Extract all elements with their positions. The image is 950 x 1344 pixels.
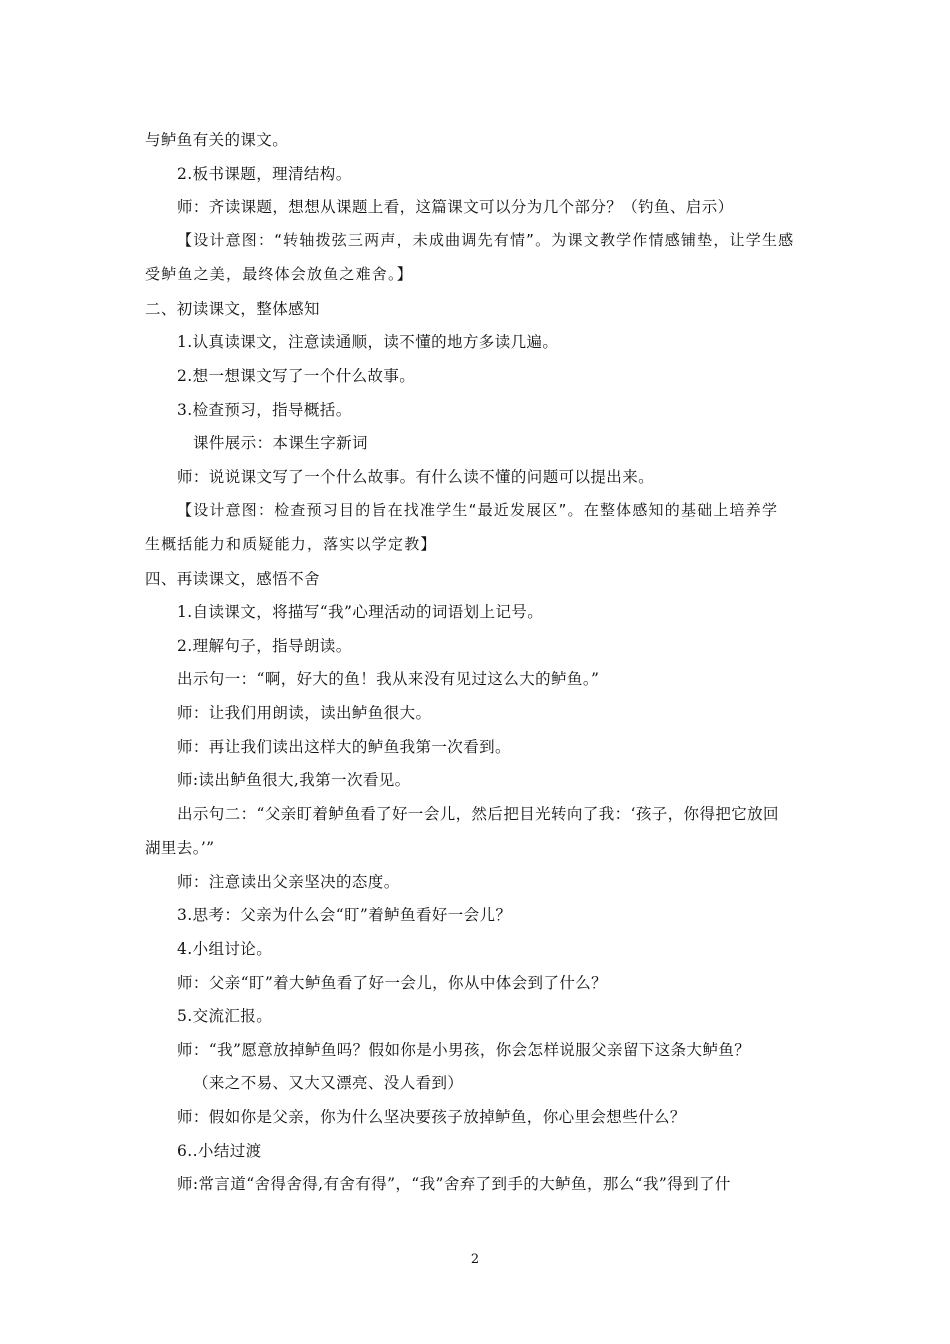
text-line: 师：再让我们读出这样大的鲈鱼我第一次看到。 [177, 738, 511, 756]
text-line: 师：说说课文写了一个什么故事。有什么读不懂的问题可以提出来。 [177, 468, 655, 486]
text-line: 1.认真读课文，注意读通顺，读不懂的地方多读几遍。 [177, 333, 559, 351]
text-line: 4.小组讨论。 [177, 940, 273, 958]
text-line: 课件展示：本课生字新词 [193, 434, 368, 452]
page-number: 2 [470, 1252, 480, 1267]
text-line: 5.交流汇报。 [177, 1007, 273, 1025]
text-line: 1.自读课文，将描写“我”心理活动的词语划上记号。 [177, 603, 544, 621]
text-line: （来之不易、又大又漂亮、没人看到） [193, 1074, 464, 1092]
design-intent-line: 【设计意图：“转轴拨弦三两声，未成曲调先有情”。为课文教学作情感铺垫，让学生感 [177, 231, 795, 249]
text-line: 师：让我们用朗读，读出鲈鱼很大。 [177, 704, 432, 722]
text-line: 师：注意读出父亲坚决的态度。 [177, 873, 400, 891]
text-line: 出示句一：“啊，好大的鱼！我从来没有见过这么大的鲈鱼。” [177, 670, 600, 688]
text-line: 3.检查预习，指导概括。 [177, 401, 352, 419]
text-line: 3.思考：父亲为什么会“盯”着鲈鱼看好一会儿？ [177, 906, 512, 924]
text-line: 师：父亲“盯”着大鲈鱼看了好一会儿，你从中体会到了什么？ [177, 974, 608, 992]
text-line: 师：齐读课题，想想从课题上看，这篇课文可以分为几个部分？（钓鱼、启示） [177, 198, 734, 216]
design-intent-line: 生概括能力和质疑能力，落实以学定教】 [145, 535, 437, 553]
design-intent-line: 受鲈鱼之美，最终体会放鱼之难舍。】 [145, 265, 413, 283]
text-line: 师：“我”愿意放掉鲈鱼吗？假如你是小男孩，你会怎样说服父亲留下这条大鲈鱼？ [177, 1041, 751, 1059]
section-heading: 二、初读课文，整体感知 [145, 300, 320, 318]
text-line: 师：假如你是父亲，你为什么坚决要孩子放掉鲈鱼，你心里会想些什么？ [177, 1108, 686, 1126]
text-line: 2.板书课题，理清结构。 [177, 165, 352, 183]
text-line: 6..小结过渡 [177, 1142, 262, 1160]
text-line: 2.想一想课文写了一个什么故事。 [177, 367, 416, 385]
design-intent-line: 【设计意图：检查预习目的旨在找准学生“最近发展区”。在整体感知的基础上培养学 [177, 501, 779, 519]
text-line: 出示句二：“父亲盯着鲈鱼看了好一会儿，然后把目光转向了我：‘孩子，你得把它放回 [177, 805, 779, 823]
section-heading: 四、再读课文，感悟不舍 [145, 570, 320, 588]
text-line: 师:常言道“舍得舍得,有舍有得”，“我”舍弃了到手的大鲈鱼，那么“我”得到了什 [177, 1175, 731, 1193]
text-line: 师:读出鲈鱼很大,我第一次看见。 [177, 771, 411, 789]
text-line: 与鲈鱼有关的课文。 [145, 131, 289, 149]
text-line: 2.理解句子，指导朗读。 [177, 637, 352, 655]
text-line: 湖里去。’” [145, 839, 215, 857]
